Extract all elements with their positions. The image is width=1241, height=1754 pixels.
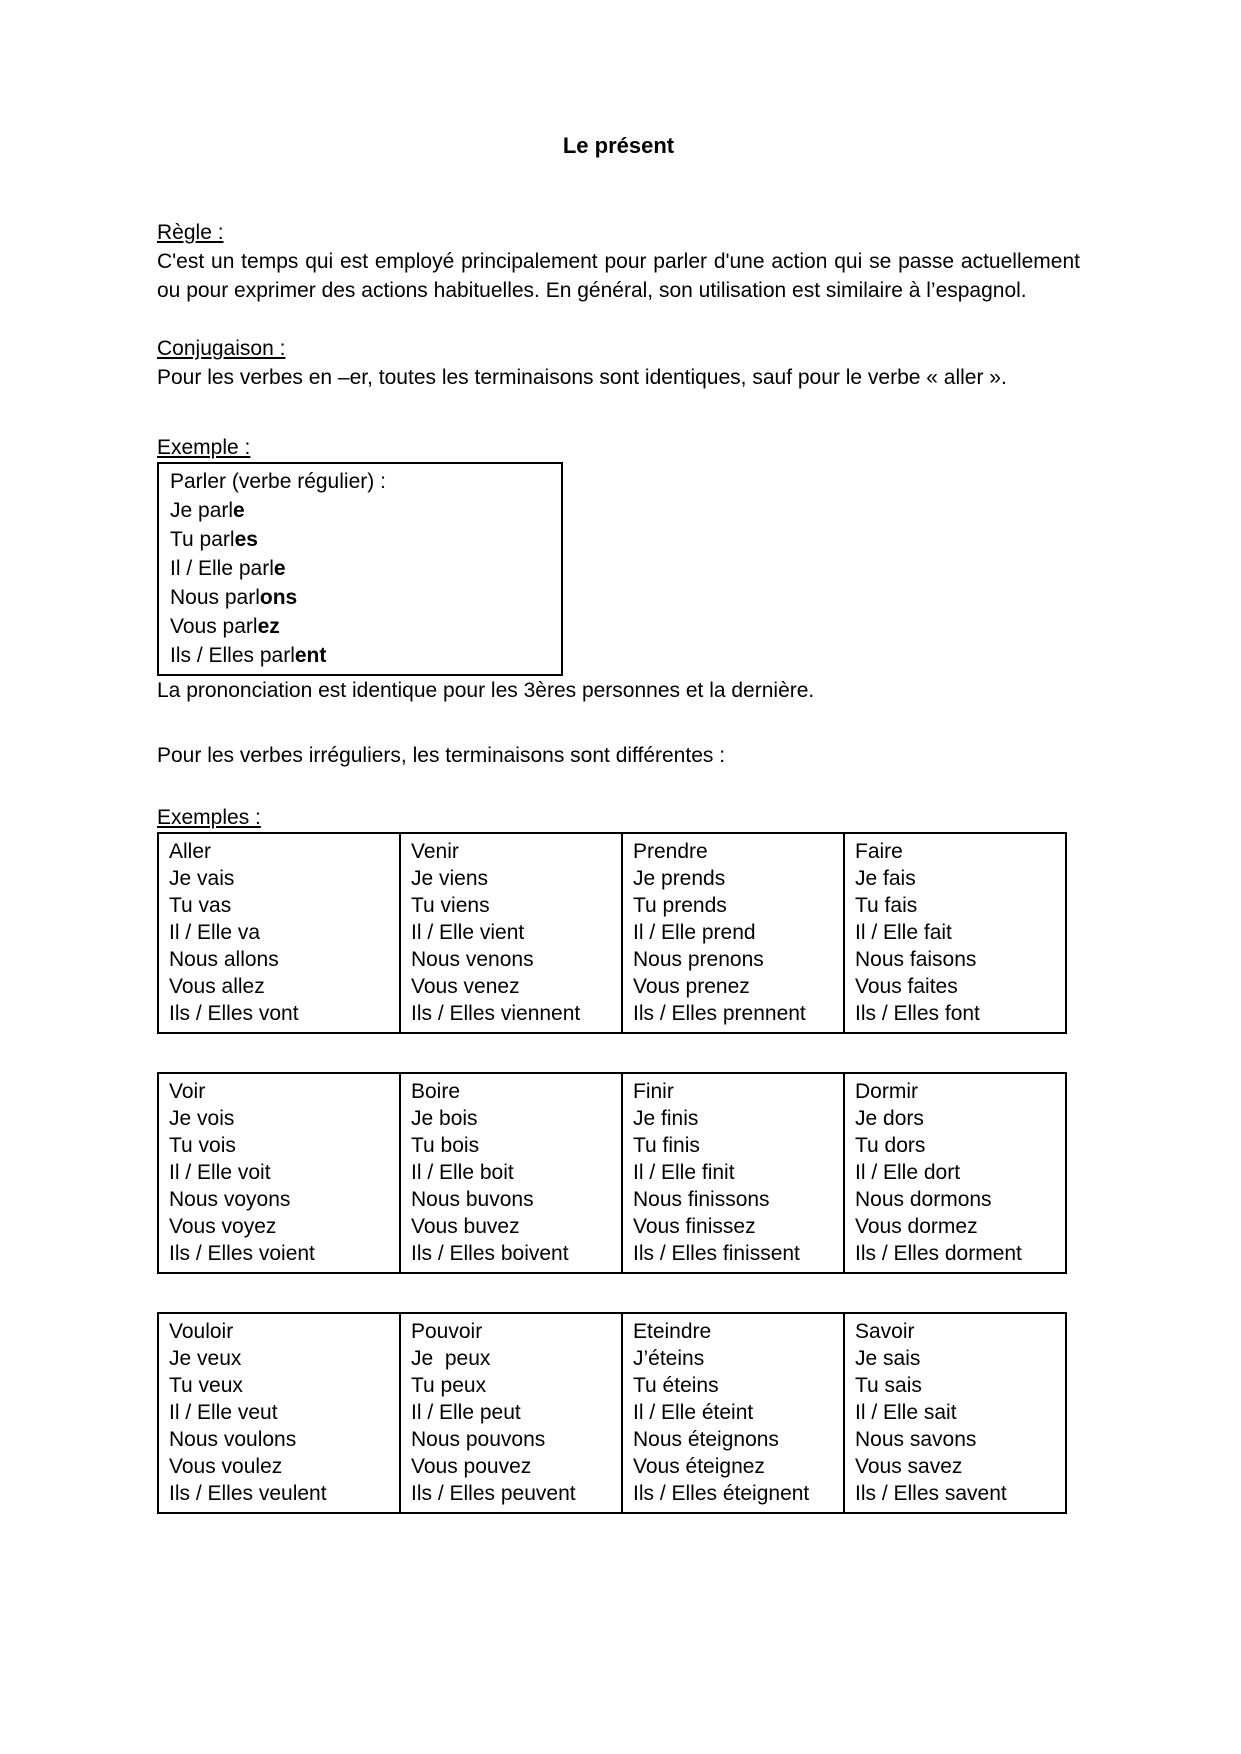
parler-conjugation-line <box>170 641 553 670</box>
conjugated-form: Nous pouvons <box>411 1428 546 1451</box>
conjugated-form: Tu sais <box>855 1374 922 1397</box>
verb-infinitive: Venir <box>411 840 459 863</box>
conjugated-form: Je bois <box>411 1107 478 1130</box>
regle-body: C'est un temps qui est employé principalement pour parler d'une action qui se passe actuellement ou pour exprimer des actions habituelles. En général, son utilisation est similaire à l’espagnol. <box>157 250 1080 302</box>
parler-conjugation-line <box>170 612 553 641</box>
regle-heading: Règle : <box>157 221 224 244</box>
conjugated-form: Nous faisons <box>855 948 977 971</box>
conjugated-form: Tu finis <box>633 1134 700 1157</box>
conjugated-form: Il / Elle boit <box>411 1161 514 1184</box>
verb-infinitive: Vouloir <box>169 1320 234 1343</box>
conjugated-form: Vous finissez <box>633 1215 756 1238</box>
parler-conjugation-line <box>170 496 553 525</box>
parler-conjugation-line <box>170 583 553 612</box>
conjugated-form: Nous venons <box>411 948 534 971</box>
conjugated-form: Vous faites <box>855 975 958 998</box>
verb-ending: ent <box>294 644 327 667</box>
conjugated-form: Vous allez <box>169 975 265 998</box>
conjugated-form: Vous voyez <box>169 1215 277 1238</box>
conjugated-form: Nous éteignons <box>633 1428 779 1451</box>
verb-stem: Tu parl <box>170 528 235 551</box>
parler-box-lines <box>170 496 553 670</box>
conjugated-form: Je fais <box>855 867 916 890</box>
conjugated-form: Il / Elle veut <box>169 1401 278 1424</box>
conjugated-form: Je viens <box>411 867 489 890</box>
verb-column-dormir <box>843 1074 1065 1272</box>
conjugated-form: Vous buvez <box>411 1215 520 1238</box>
conjugated-form: Nous voyons <box>169 1188 291 1211</box>
conjugated-form: Tu prends <box>633 894 727 917</box>
verb-table-2 <box>157 1072 1067 1274</box>
conjugated-form: Tu éteins <box>633 1374 719 1397</box>
conjugated-form: Tu vas <box>169 894 232 917</box>
exemple-heading: Exemple : <box>157 436 251 459</box>
conjugated-form: Ils / Elles peuvent <box>411 1482 576 1505</box>
conjugated-form: Il / Elle vient <box>411 921 525 944</box>
verb-column-venir <box>399 834 621 1032</box>
conjugated-form: Ils / Elles dorment <box>855 1242 1022 1265</box>
conjugated-form: Je veux <box>169 1347 242 1370</box>
conjugated-form: Il / Elle va <box>169 921 261 944</box>
conjugated-form: Vous pouvez <box>411 1455 532 1478</box>
conjugated-form: Ils / Elles prennent <box>633 1002 806 1025</box>
conjugated-form: Je sais <box>855 1347 921 1370</box>
conjugated-form: Ils / Elles finissent <box>633 1242 800 1265</box>
conjugated-form: Tu veux <box>169 1374 243 1397</box>
conjugated-form: Il / Elle dort <box>855 1161 961 1184</box>
conjugated-form: Je dors <box>855 1107 924 1130</box>
verb-table-1 <box>157 832 1067 1034</box>
parler-box-title: Parler (verbe régulier) : <box>170 470 386 493</box>
verb-table-3 <box>157 1312 1067 1514</box>
conjugated-form: Tu viens <box>411 894 490 917</box>
conjugated-form: Nous prenons <box>633 948 764 971</box>
conjugated-form: Tu vois <box>169 1134 236 1157</box>
conjugated-form: Tu peux <box>411 1374 487 1397</box>
conjugated-form: Il / Elle fait <box>855 921 952 944</box>
irreguliers-intro: Pour les verbes irréguliers, les terminaisons sont différentes : <box>157 744 726 767</box>
conjugated-form: Nous voulons <box>169 1428 297 1451</box>
verb-stem: Il / Elle parl <box>170 557 274 580</box>
verb-ending: ez <box>257 615 280 638</box>
conjugated-form: Nous buvons <box>411 1188 534 1211</box>
conjugated-form: Tu fais <box>855 894 918 917</box>
verb-column-prendre <box>621 834 843 1032</box>
conjugated-form: Vous éteignez <box>633 1455 765 1478</box>
conjugated-form: Vous voulez <box>169 1455 283 1478</box>
verb-ending: ons <box>259 586 298 609</box>
conjugaison-body: Pour les verbes en –er, toutes les terminaisons sont identiques, sauf pour le verbe « aller ». <box>157 366 1007 389</box>
verb-infinitive: Pouvoir <box>411 1320 483 1343</box>
conjugated-form: Il / Elle voit <box>169 1161 271 1184</box>
verb-infinitive: Dormir <box>855 1080 918 1103</box>
verb-stem: Je parl <box>170 499 234 522</box>
conjugated-form: Ils / Elles font <box>855 1002 980 1025</box>
conjugated-form: Je peux <box>411 1347 491 1370</box>
parler-conjugation-line <box>170 554 553 583</box>
verb-column-pouvoir <box>399 1314 621 1512</box>
conjugated-form: Nous savons <box>855 1428 977 1451</box>
conjugated-form: Vous dormez <box>855 1215 978 1238</box>
verb-infinitive: Finir <box>633 1080 674 1103</box>
verb-ending: e <box>273 557 286 580</box>
verb-ending: e <box>233 499 245 522</box>
verb-infinitive: Savoir <box>855 1320 915 1343</box>
conjugaison-heading: Conjugaison : <box>157 337 286 360</box>
conjugated-form: Nous finissons <box>633 1188 770 1211</box>
verb-stem: Ils / Elles parl <box>170 644 295 667</box>
conjugated-form: Vous prenez <box>633 975 750 998</box>
conjugated-form: Ils / Elles éteignent <box>633 1482 810 1505</box>
conjugated-form: Il / Elle peut <box>411 1401 521 1424</box>
conjugated-form: Je finis <box>633 1107 699 1130</box>
verb-infinitive: Eteindre <box>633 1320 712 1343</box>
conjugated-form: Tu dors <box>855 1134 926 1157</box>
conjugated-form: Il / Elle sait <box>855 1401 957 1424</box>
conjugated-form: Nous dormons <box>855 1188 992 1211</box>
conjugated-form: Ils / Elles boivent <box>411 1242 569 1265</box>
conjugated-form: Ils / Elles voient <box>169 1242 315 1265</box>
verb-stem: Vous parl <box>170 615 258 638</box>
verb-infinitive: Aller <box>169 840 212 863</box>
verb-column-faire <box>843 834 1065 1032</box>
verb-column-vouloir <box>159 1314 399 1512</box>
conjugated-form: J’éteins <box>633 1347 705 1370</box>
conjugated-form: Vous venez <box>411 975 520 998</box>
verb-column-voir <box>159 1074 399 1272</box>
conjugated-form: Il / Elle éteint <box>633 1401 754 1424</box>
conjugated-form: Je prends <box>633 867 726 890</box>
conjugated-form: Il / Elle finit <box>633 1161 735 1184</box>
verb-column-boire <box>399 1074 621 1272</box>
parler-conjugation-line <box>170 525 553 554</box>
conjugated-form: Vous savez <box>855 1455 963 1478</box>
verb-ending: es <box>234 528 258 551</box>
exemples-heading: Exemples : <box>157 806 261 829</box>
verb-infinitive: Voir <box>169 1080 206 1103</box>
conjugated-form: Ils / Elles savent <box>855 1482 1007 1505</box>
conjugated-form: Ils / Elles vont <box>169 1002 299 1025</box>
verb-column-savoir <box>843 1314 1065 1512</box>
verb-infinitive: Prendre <box>633 840 708 863</box>
conjugated-form: Il / Elle prend <box>633 921 756 944</box>
verb-column-finir <box>621 1074 843 1272</box>
conjugated-form: Ils / Elles viennent <box>411 1002 581 1025</box>
conjugated-form: Ils / Elles veulent <box>169 1482 327 1505</box>
verb-infinitive: Faire <box>855 840 903 863</box>
prononciation-note: La prononciation est identique pour les 3ères personnes et la dernière. <box>157 679 815 702</box>
conjugated-form: Je vois <box>169 1107 235 1130</box>
verb-infinitive: Boire <box>411 1080 461 1103</box>
verb-column-aller <box>159 834 399 1032</box>
verb-stem: Nous parl <box>170 586 260 609</box>
verb-column-eteindre <box>621 1314 843 1512</box>
conjugated-form: Tu bois <box>411 1134 480 1157</box>
page-title: Le présent <box>562 133 675 158</box>
conjugated-form: Je vais <box>169 867 235 890</box>
parler-conjugation-box <box>157 462 563 676</box>
conjugated-form: Nous allons <box>169 948 279 971</box>
